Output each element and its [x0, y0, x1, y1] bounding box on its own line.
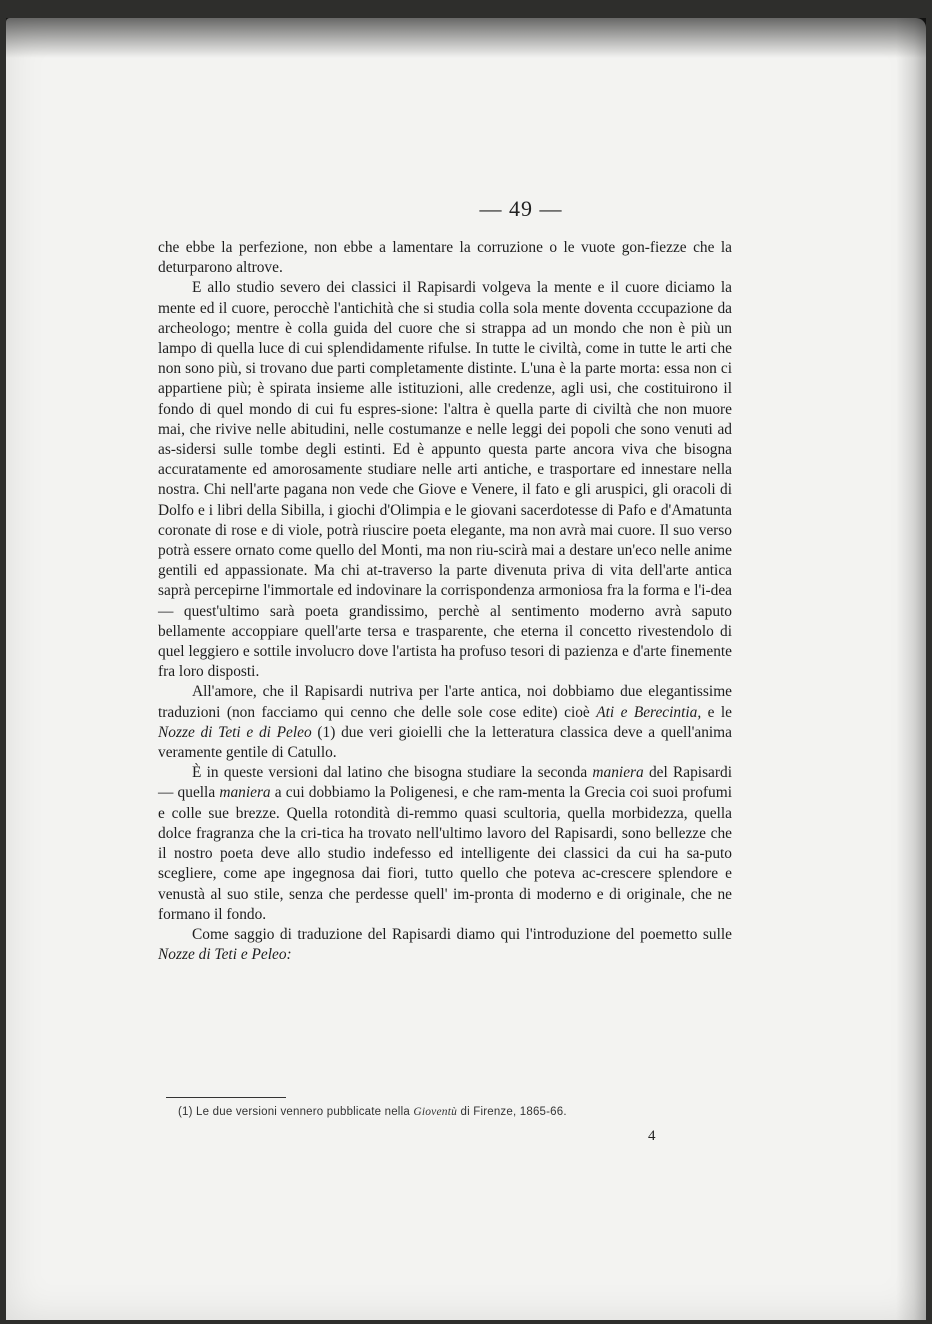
text-run: a cui dobbiamo la Poligenesi, e che ram-menta la Grecia coi suoi profumi e colle sue brezze. Quella rotondità di-remmo quasi scultoria, quella morbidezza, quella dolce fragranza che la cri-tica ha trovato nell'ultimo lavoro del Rapisardi, sono bellezze che il nostro poeta deve allo studio indefesso ed intelligente dei classici da cui ha sa-puto scegliere, come ape ingegnosa dai fiori, tutto quello che poteva ac-crescere splendore e venustà al suo stile, senza che perdesse quell' im-pronta di moderno e di originale, che ne formano il fondo. — [158, 784, 732, 923]
paragraph-p1 — [158, 238, 732, 278]
italic-text: Nozze di Teti e di Peleo — [158, 723, 312, 741]
page-number: — 49 — — [479, 196, 563, 221]
text-run: È in queste versioni dal latino che bisogna studiare la seconda — [192, 764, 593, 782]
text-run: Come saggio di traduzione del Rapisardi diamo qui l'introduzione del poemetto sulle — [192, 925, 732, 943]
paragraph-p4 — [158, 763, 732, 925]
text-run: del Rapisardi — quella — [158, 764, 732, 802]
text-run: E allo studio severo dei classici il Rapisardi volgeva la mente e il cuore diciamo la mente ed il cuore, perocchè l'antichità che si studia colla sola mente doventa cccupazione da archeologo; mentre è colla guida del cuore che si strappa ad un mondo che non è più un lampo di quella luce di cui splendidamente rifulse. In tutte le civiltà, come in tutte le arti che non sono più, si trovano due parti completamente distinte. L'una è la parte morta: essa non ci appartiene più; è spirata insieme alle istituzioni, alle credenze, agli usi, che costituirono il fondo di quel mondo di cui fu espres-sione: l'altra è quella parte di civiltà che non muore mai, che rivive nelle abitudini, nelle costumanze e nelle leggi dei popoli che sono venuti ad as-sidersi sulle tombe degli estinti. Ed è appunto questa parte ancora viva che bisogna accuratamente ed amorosamente studiare nelle arti antiche, e trasportare ed innestare nella nostra. Chi nell'arte pagana non vede che Giove e Venere, il fato e gli aruspici, gli oracoli di Dolfo e i libri della Sibilla, i giochi d'Olimpia e le giovani sacerdotesse di Pafo e d'Amatunta coronate di rose e di viole, potrà riuscire poeta elegante, ma non avrà mai cuore. Il suo verso potrà essere ornato come quello del Monti, ma non riu-scirà mai a destare un'eco nelle anime gentili ed appassionate. Ma chi at-traverso la parte divenuta priva di vita dell'arte antica saprà percepirne l'immortale ed indovinare la corrispondenza armoniosa fra la forma e l'i-dea — quest'ultimo sarà poeta grandissimo, perchè al sentimento moderno avrà saputo bellamente accoppiare quell'arte tersa e trasparente, che eterna il concetto rivestendolo di quel leggiero e sottile involucro dove l'artista ha profuso tesori di pazienza e d'arte finemente fra loro disposti. — [158, 279, 732, 681]
italic-text: maniera — [592, 764, 644, 782]
text-run: che ebbe la perfezione, non ebbe a lamentare la corruzione o le vuote gon-fiezze che la deturparono altrove. — [158, 239, 732, 277]
text-run: (1) due veri gioielli che la letteratura classica deve a quell'anima veramente gentile di Catullo. — [158, 723, 732, 762]
page-top-shadow — [6, 18, 926, 58]
body-text — [158, 238, 732, 965]
signature-mark: 4 — [648, 1128, 656, 1144]
paragraph-p3 — [158, 682, 732, 763]
footnote-rule — [166, 1097, 286, 1098]
footnote — [178, 1106, 738, 1118]
footnote-marker: (1) — [178, 1106, 193, 1118]
footnote-text-before: Le due versioni vennero pubblicate nella — [192, 1106, 414, 1118]
footnote-text-after: di Firenze, 1865-66. — [457, 1106, 567, 1118]
book-page — [6, 18, 926, 1320]
italic-text: Ati e Berecintia, — [596, 703, 702, 721]
italic-text: maniera — [219, 784, 271, 802]
paragraph-p5 — [158, 925, 732, 965]
paragraph-p2 — [158, 278, 732, 682]
text-run: All'amore, che il Rapisardi nutriva per l'arte antica, noi dobbiamo due elegantissime traduzioni (non facciamo qui cenno che delle sole cose edite) cioè — [158, 683, 732, 721]
italic-text: Nozze di Teti e Peleo: — [158, 946, 292, 964]
text-run: e le — [701, 703, 732, 721]
footnote-italic: Gioventù — [413, 1106, 458, 1118]
